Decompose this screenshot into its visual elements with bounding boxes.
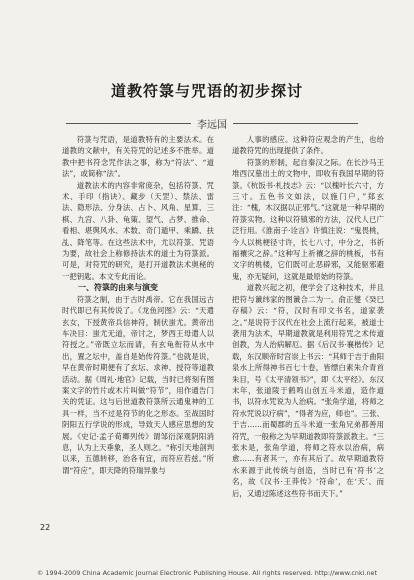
body-paragraph: 道教兴起之初，便学会了这种技术，并且把符与谶纬家的图谶合二为一。俞正燮《癸巳存稿》云：“符，汉时有印文书名，道家袭之。”是说符于汉代在社会上流行起来，被道士袭用为法术，早期道教就是利用符咒之术传道创教，为人治病解厄。据《后汉书·襄楷传》记载，东汉顺帝时宫崇上书云：“其师于吉于曲阳泉水上所得神书百七十卷，皆缥白素朱介青首朱目，号《太平清领书》”，即《太平经》。东汉末年，张道陵于鹤鸣山创五斗米道，造作道书，以符水咒说为人治病。“张角学道，将师之符水咒说以疗病”，“得者为应，师也”。三张、于吉……而蜀郡的五斗米道一张角兄弟都善用符咒，一般称之为早期道教即符箓派教主。“三张未是，张角学道，将师之符水以治病，病愈……有者其一，亦有其后了。故早期道教符水来源于此传统与创造，当时已有‘符书’之名，故《汉书·王莽传》‘符命’，在‘天’、而后，又通过陈述这些符书而天下。” <box>232 283 384 498</box>
author-rule-left <box>66 123 191 124</box>
left-column <box>62 134 214 524</box>
author-row <box>66 116 358 130</box>
body-paragraph: 人事的感应。这种符应观念的产生，也给道教符咒的出现提供了条件。 <box>232 135 384 156</box>
body-paragraph: 道教法术的内容非常庞杂，包括符箓、咒术、手印（指诀）、藏步（天罡）、禁法、雷法、隐形法、分身法、占卜、风角、星算、三棋、九宫、八卦、龟策、望气、占梦、推命、看相、堪舆风水、术数、奇门遁甲、乘蹻、扶乩、降笔等。在这些法术中，尤以符箓、咒语为要，故社会上称修持法术的道士为符箓派。可是，对符咒的研究，是打开道教法术奥秘的一把钥匙。本文专此而论。 <box>62 180 214 281</box>
right-column <box>232 134 384 538</box>
section-heading: 一、符箓的由来与演变 <box>78 283 158 293</box>
author-rule-right <box>233 123 358 124</box>
body-paragraph: 符箓的形制，起自秦汉之际。在长沙马王堆西汉墓出土的文物中，即收有我国早期的符箓。《杭饭书·札技志》云：“以槐叶长六寸，方三寸。五色书文如法，以施门户，”郑玄注：“槐，木汉据以正邪气。”这就是一种早期的符箓实物。这种以符镇邪的方法，汉代人已广泛行用。《淮南子·诠言》许慎注说：“鬼畏桃，今人以桃梗径寸许，长七八寸，中分之，书祈福禳灾之辞。”这种写上祈禳之辞的桃板，书有文字的桃楼，它们既可止恶辟邪，又能驱邪避鬼，亦无疑问，这就是最原始的符箓。 <box>232 157 384 281</box>
author-name: 李远国 <box>197 119 227 131</box>
copyright-footer: © 1994-2009 China Academic Journal Electronic Publishing House. All rights reserved. http://www.cnki.net <box>37 569 377 577</box>
body-paragraph: 符箓与咒语，是道教特有的主要法术。在道教的文献中，有关符咒的记述多不胜举。道教中把书符念咒作法之事，称为“符法”、“道法”，或简称“法”。 <box>62 135 214 179</box>
article-title: 道教符箓与咒语的初步探讨 <box>110 82 303 100</box>
page-number: 22 <box>40 523 51 532</box>
body-paragraph: 符箓之制，由于古时禹帝。它在我国远古时代即已有其传说了。《龙鱼河图》云：“天遣玄女，下授黄帝兵信神符，制伏蚩尤。黄帝出车决目：蚩尤无道，帝讨之，梦西王母遣人以符授之。”帝既立坛而请，有玄龟衔符从水中出，置之坛中，盖自是始传符箓。”也就是说，早在黄帝时期便有了玄坛、求神、授符等道教活动。据《周礼·地官》记载，当时已将刻有图案文字的竹片或木片叫做“符节”，用作通告门关的凭证。这与后世道教符箓所云通鬼神的工具一样，当不过是符节的化之形态。至战国时阴阳五行学说的形成，导致天人感应思想的发展。《史记·孟子荀卿列传》谓邹衍深观阴阳消息，认为上天垂象，圣人则之。“称引天地剖判以来，五德转移，治各有宜，而符应若兹。”所谓“符应”，即天降的符瑞异象与 <box>62 294 214 475</box>
